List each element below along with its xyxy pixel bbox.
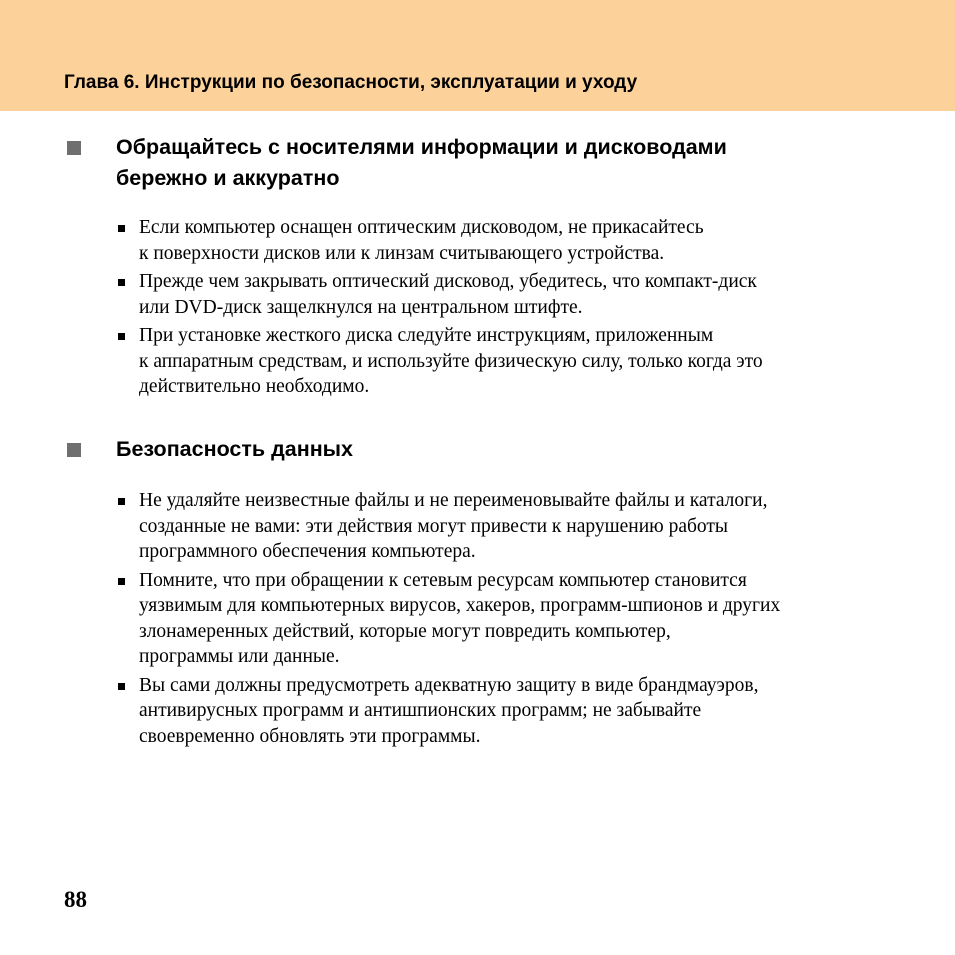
section-heading-block: [64, 132, 884, 194]
list-item: [139, 488, 884, 565]
list-item-text: При установке жесткого диска следуйте инструкциям, приложенным к аппаратным средствам, и используйте физическую силу, только когда это действительно необходимо.: [139, 325, 763, 397]
section-heading: Обращайтесь с носителями информации и дисководами бережно и аккуратно: [116, 135, 727, 190]
bullet-icon: [118, 683, 125, 690]
list-item-text: Вы сами должны предусмотреть адекватную защиту в виде брандмауэров, антивирусных программ и антишпионских программ; не забывайте своевременно обновлять эти программы.: [139, 674, 759, 747]
chapter-title: Глава 6. Инструкции по безопасности, эксплуатации и уходу: [64, 72, 638, 93]
list-item-text: Если компьютер оснащен оптическим дисководом, не прикасайтесь к поверхности дисков или к линзам считывающего устройства.: [139, 217, 704, 264]
bullet-icon: [118, 333, 125, 340]
list-item: [139, 568, 884, 670]
section-heading: Безопасность данных: [116, 437, 354, 461]
list-item: [139, 323, 884, 400]
list-item: [139, 673, 884, 750]
section-heading-block: [64, 434, 884, 465]
list-item-text: Не удаляйте неизвестные файлы и не переименовывайте файлы и каталоги, созданные не вами: эти действия могут привести к нарушению работы программного обеспечения компьютера.: [139, 490, 768, 562]
list-item-text: Помните, что при обращении к сетевым ресурсам компьютер становится уязвимым для компьютерных вирусов, хакеров, программ-шпионов и других злонамеренных действий, которые могут повредить компьютер, программы или данные.: [139, 569, 781, 667]
page-number: 88: [64, 887, 87, 912]
square-bullet-icon: [67, 443, 81, 457]
list-item-text: Прежде чем закрывать оптический дисковод, убедитесь, что компакт-диск или DVD-диск защелкнулся на центральном штифте.: [139, 271, 757, 318]
bullet-icon: [118, 225, 125, 232]
bullet-list: [64, 488, 884, 749]
bullet-list: [64, 215, 884, 400]
square-bullet-icon: [67, 141, 81, 155]
bullet-icon: [118, 498, 125, 505]
list-item: [139, 269, 884, 320]
bullet-icon: [118, 578, 125, 585]
section-media-handling: [64, 132, 884, 403]
bullet-icon: [118, 279, 125, 286]
list-item: [139, 215, 884, 266]
section-data-security: [64, 434, 884, 752]
